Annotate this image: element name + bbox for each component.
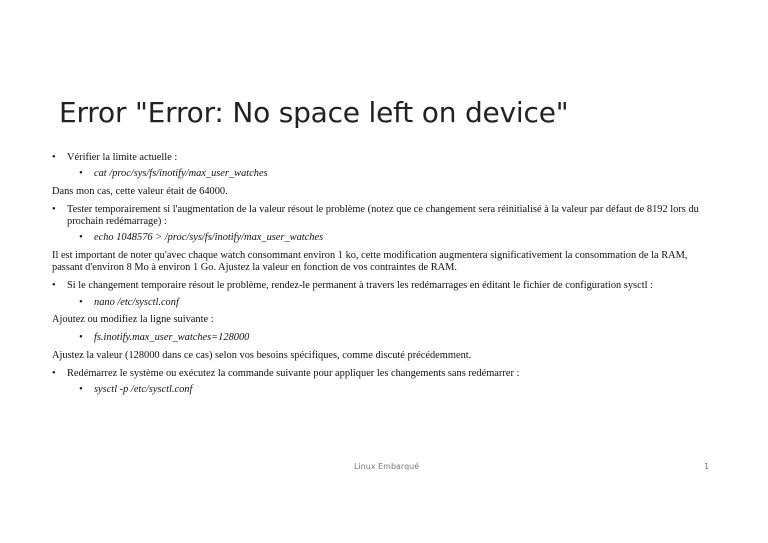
command-text: sysctl -p /etc/sysctl.conf	[94, 384, 193, 396]
paragraph: Ajustez la valeur (128000 dans ce cas) selon vos besoins spécifiques, comme discuté précédemment.	[52, 349, 472, 361]
bullet-icon: •	[52, 280, 56, 292]
bullet-item	[52, 280, 700, 292]
command-text: cat /proc/sys/fs/inotify/max_user_watches	[94, 168, 268, 180]
bullet-item	[52, 204, 700, 229]
sub-bullet-item	[79, 168, 700, 180]
command-text: fs.inotify.max_user_watches=128000	[94, 332, 250, 344]
paragraph: Ajoutez ou modifiez la ligne suivante :	[52, 313, 214, 325]
sub-bullet-item	[79, 232, 700, 244]
bullet-icon: •	[52, 203, 56, 215]
slide-title: Error "Error: No space left on device"	[59, 96, 569, 129]
bullet-icon: •	[79, 332, 83, 344]
page-number: 1	[704, 462, 710, 471]
bullet-icon: •	[52, 367, 56, 379]
bullet-item	[52, 152, 700, 164]
footer-text: Linux Embarqué	[354, 462, 420, 471]
bullet-icon: •	[79, 232, 83, 244]
bullet-text: Tester temporairement si l'augmentation de la valeur résout le problème (notez que ce changement sera réinitialisé à la valeur par défaut de 8192 lors du prochain redémarrage) :	[67, 203, 699, 228]
bullet-item	[52, 368, 700, 380]
bullet-icon: •	[79, 168, 83, 180]
paragraph: Dans mon cas, cette valeur était de 64000.	[52, 185, 228, 197]
paragraph: Il est important de noter qu'avec chaque watch consommant environ 1 ko, cette modification augmentera significativement la consommation de la RAM, passant d'environ 8 Mo à environ 1 Go. Ajustez la valeur en fonction de vos contraintes de RAM.	[52, 249, 688, 274]
bullet-icon: •	[79, 296, 83, 308]
bullet-text: Vérifier la limite actuelle :	[67, 152, 178, 163]
bullet-icon: •	[52, 152, 56, 163]
bullet-text: Si le changement temporaire résout le problème, rendez-le permanent à travers les redémarrages en éditant le fichier de configuration sysctl :	[67, 280, 653, 292]
bullet-text: Redémarrez le système ou exécutez la commande suivante pour appliquer les changements sans redémarrer :	[67, 367, 520, 379]
sub-bullet-item	[79, 332, 700, 344]
command-text: echo 1048576 > /proc/sys/fs/inotify/max_user_watches	[94, 232, 324, 244]
sub-bullet-item	[79, 297, 700, 309]
bullet-icon: •	[79, 384, 83, 396]
sub-bullet-item	[79, 384, 700, 396]
slide-content	[52, 152, 700, 401]
command-text: nano /etc/sysctl.conf	[94, 296, 179, 308]
